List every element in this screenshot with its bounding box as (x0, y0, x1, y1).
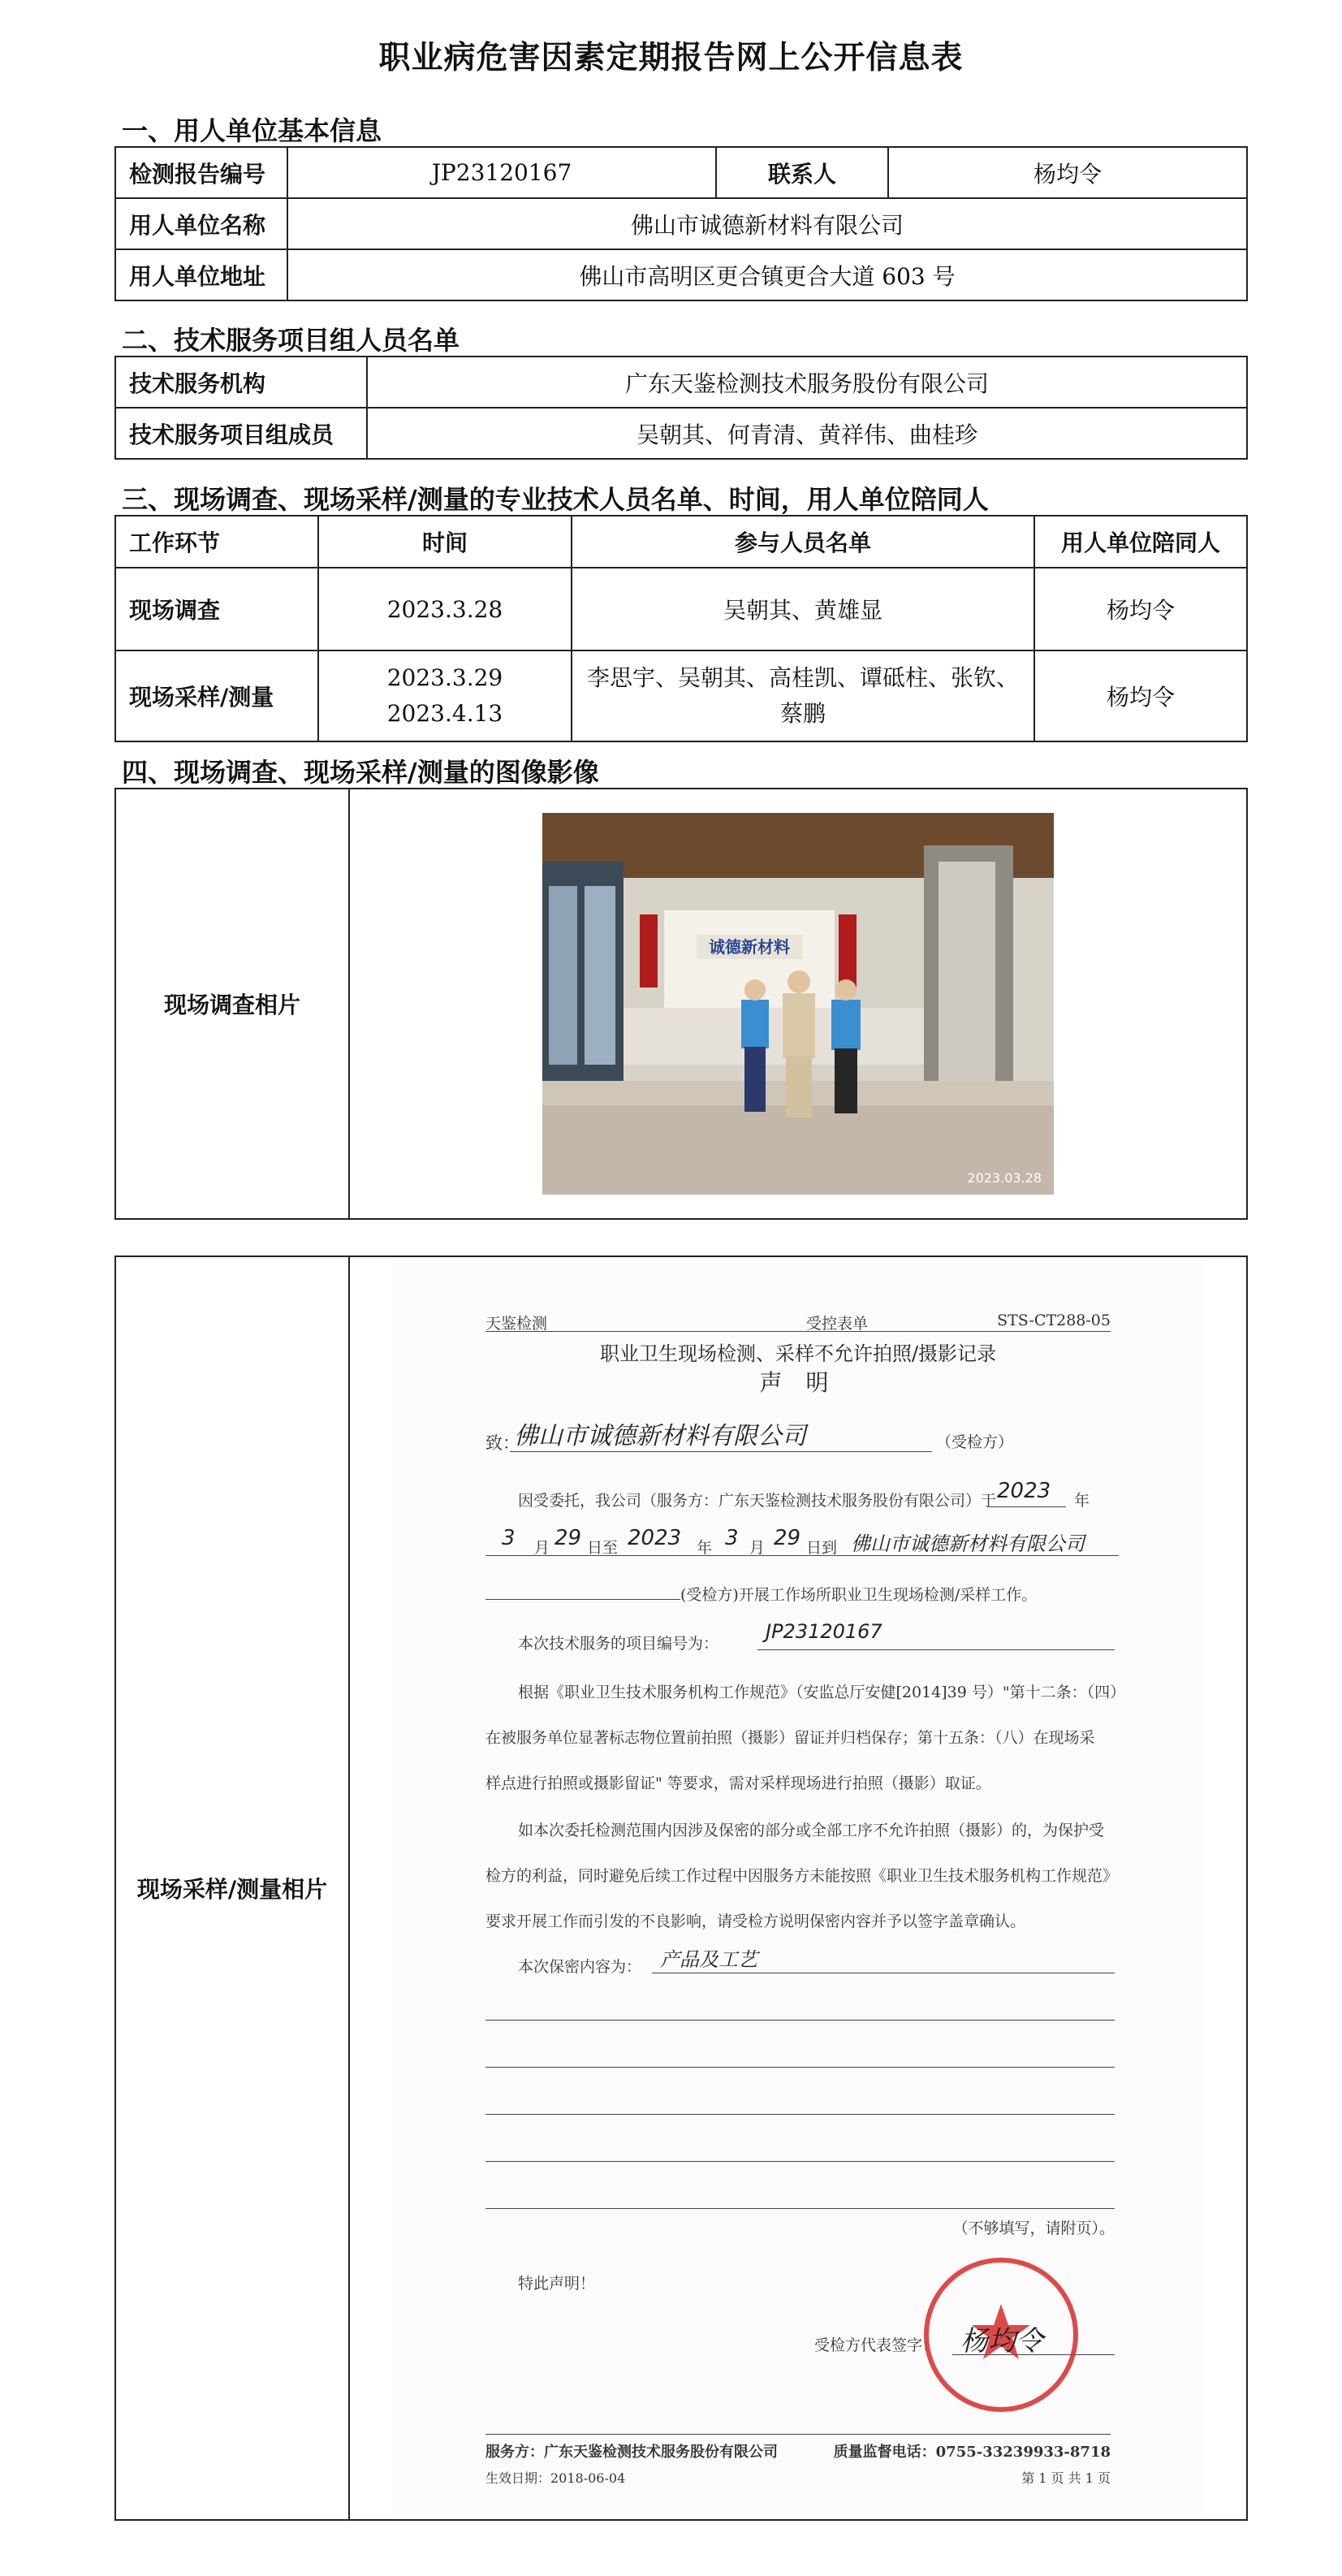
row2-escort: 杨均令 (1034, 650, 1247, 741)
sampling-photo-cell (349, 1256, 1247, 2520)
section3-heading: 三、现场调查、现场采样/测量的专业技术人员名单、时间，用人单位陪同人 (122, 484, 989, 515)
form-footer-date: 生效日期：2018-06-04 (485, 2470, 626, 2486)
row1-stage: 现场调查 (115, 568, 318, 650)
form-year-label1: 年 (1074, 1492, 1090, 1510)
contact-value: 杨均令 (888, 147, 1247, 198)
form-proj-label: 本次技术服务的项目编号为： (518, 1635, 719, 1653)
org-label: 技术服务机构 (115, 357, 367, 408)
basic-info-table (114, 146, 1248, 301)
section2-heading: 二、技术服务项目组人员名单 (122, 325, 460, 356)
company-label: 用人单位名称 (115, 198, 287, 249)
survey-photo-cell (349, 789, 1247, 1219)
form-hand-year2: 2023 (628, 1526, 682, 1550)
header-time: 时间 (318, 516, 572, 568)
members-value: 吴朝其、何青清、黄祥伟、曲桂珍 (367, 408, 1247, 459)
form-hand-sign: 杨均令 (960, 2325, 1043, 2358)
section4-heading: 四、现场调查、现场采样/测量的图像影像 (122, 757, 599, 788)
service-team-table (114, 356, 1248, 460)
report-no-value: JP23120167 (287, 147, 716, 198)
form-hand-d1: 29 (554, 1526, 582, 1550)
form-to-hand: 佛山市诚德新材料有限公司 (514, 1422, 806, 1450)
row1-time: 2023.3.28 (318, 568, 572, 650)
survey-photo (542, 813, 1054, 1195)
sampling-photo-label: 现场采样/测量相片 (115, 1256, 349, 2520)
row2-time-end: 2023.4.13 (386, 700, 503, 727)
sampling-photo-table (114, 1256, 1248, 2521)
section1-heading: 一、用人单位基本信息 (122, 115, 382, 146)
survey-photo-label: 现场调查相片 (115, 789, 349, 1219)
form-hand-m2: 3 (725, 1526, 739, 1550)
form-year-label2: 年 (697, 1539, 713, 1557)
form-p3-2: 检方的利益，同时避免后续工作过程中因服务方未能按照《职业卫生技术服务机构工作规范》 (485, 1867, 1119, 1885)
page-title: 职业病危害因素定期报告网上公开信息表 (378, 39, 964, 76)
form-day-at-label: 日到 (806, 1539, 838, 1557)
form-p3-3: 要求开展工作而引发的不良影响，请受检方说明保密内容并予以签字盖章确认。 (485, 1913, 1026, 1930)
row1-people: 吴朝其、黄雄显 (572, 568, 1034, 650)
form-footer-phone: 质量监督电话：0755-33239933-8718 (833, 2444, 1111, 2461)
form-sign-label: 受检方代表签字： (814, 2336, 939, 2354)
photo-sign-text: 诚德新材料 (709, 937, 790, 957)
form-secret-label: 本次保密内容为： (518, 1958, 642, 1976)
org-value: 广东天鉴检测技术服务股份有限公司 (367, 357, 1247, 408)
form-footer-service: 服务方：广东天鉴检测技术服务股份有限公司 (485, 2444, 778, 2461)
form-hand-secret: 产品及工艺 (660, 1948, 757, 1971)
company-value: 佛山市诚德新材料有限公司 (287, 198, 1247, 249)
address-value: 佛山市高明区更合镇更合大道 603 号 (287, 249, 1247, 300)
table-row (115, 568, 1247, 650)
row2-stage: 现场采样/测量 (115, 650, 318, 741)
row1-escort: 杨均令 (1034, 568, 1247, 650)
row2-people (572, 650, 1034, 741)
table-row (115, 650, 1247, 741)
form-not-enough: （不够填写，请附页）。 (952, 2219, 1115, 2237)
form-p1a: 因受委托，我公司（服务方：广东天鉴检测技术服务股份有限公司）于 (518, 1492, 997, 1510)
form-footer-page: 第 1 页 共 1 页 (1021, 2470, 1111, 2486)
form-day-to-label: 日至 (587, 1539, 619, 1557)
form-hand-year1: 2023 (997, 1479, 1051, 1503)
form-hand-d2: 29 (774, 1526, 801, 1550)
form-declare: 特此声明！ (518, 2275, 596, 2293)
form-p3-1: 如本次委托检测范围内因涉及保密的部分或全部工序不允许拍照（摄影）的，为保护受 (518, 1822, 1105, 1839)
survey-photo-table (114, 788, 1248, 1220)
form-p1b: (受检方)开展工作场所职业卫生现场检测/采样工作。 (680, 1586, 1038, 1604)
form-to-label: 致： (485, 1433, 520, 1453)
row2-time-start: 2023.3.29 (386, 664, 503, 691)
address-label: 用人单位地址 (115, 249, 287, 300)
row2-time (318, 650, 572, 741)
form-month-label2: 月 (749, 1539, 766, 1557)
members-label: 技术服务项目组成员 (115, 408, 367, 459)
contact-label: 联系人 (716, 147, 888, 198)
form-hand-place: 佛山市诚德新材料有限公司 (851, 1532, 1085, 1555)
form-header-mid: 受控表单 (806, 1315, 869, 1333)
form-header-right: STS-CT288-05 (997, 1312, 1111, 1329)
row2-people-line2: 蔡鹏 (779, 700, 826, 727)
form-header-left: 天鉴检测 (485, 1315, 548, 1333)
form-month-label1: 月 (534, 1539, 550, 1557)
form-title: 职业卫生现场检测、采样不允许拍照/摄影记录 (599, 1342, 997, 1365)
declaration-form-image (392, 1263, 1204, 2513)
photo-date: 2023.03.28 (967, 1170, 1042, 1186)
row2-people-line1: 李思宇、吴朝其、高桂凯、谭砥柱、张钦、 (586, 664, 1019, 691)
personnel-table (114, 515, 1248, 742)
header-people: 参与人员名单 (572, 516, 1034, 568)
form-to-suffix: （受检方） (936, 1433, 1014, 1451)
form-p2-2: 在被服务单位显著标志物位置前拍照（摄影）留证并归档保存；第十五条：（八）在现场采 (485, 1729, 1095, 1747)
report-no-label: 检测报告编号 (115, 147, 287, 198)
header-escort: 用人单位陪同人 (1034, 516, 1247, 568)
form-p2-1: 根据《职业卫生技术服务机构工作规范》（安监总厅安健[2014]39 号）"第十二条：（四） (518, 1683, 1126, 1701)
form-hand-m1: 3 (502, 1526, 516, 1550)
form-hand-proj: JP23120167 (766, 1620, 882, 1643)
form-subtitle: 声 明 (759, 1369, 837, 1396)
header-stage: 工作环节 (115, 516, 318, 568)
form-p2-3: 样点进行拍照或摄影留证" 等要求，需对采样现场进行拍照（摄影）取证。 (485, 1774, 991, 1792)
